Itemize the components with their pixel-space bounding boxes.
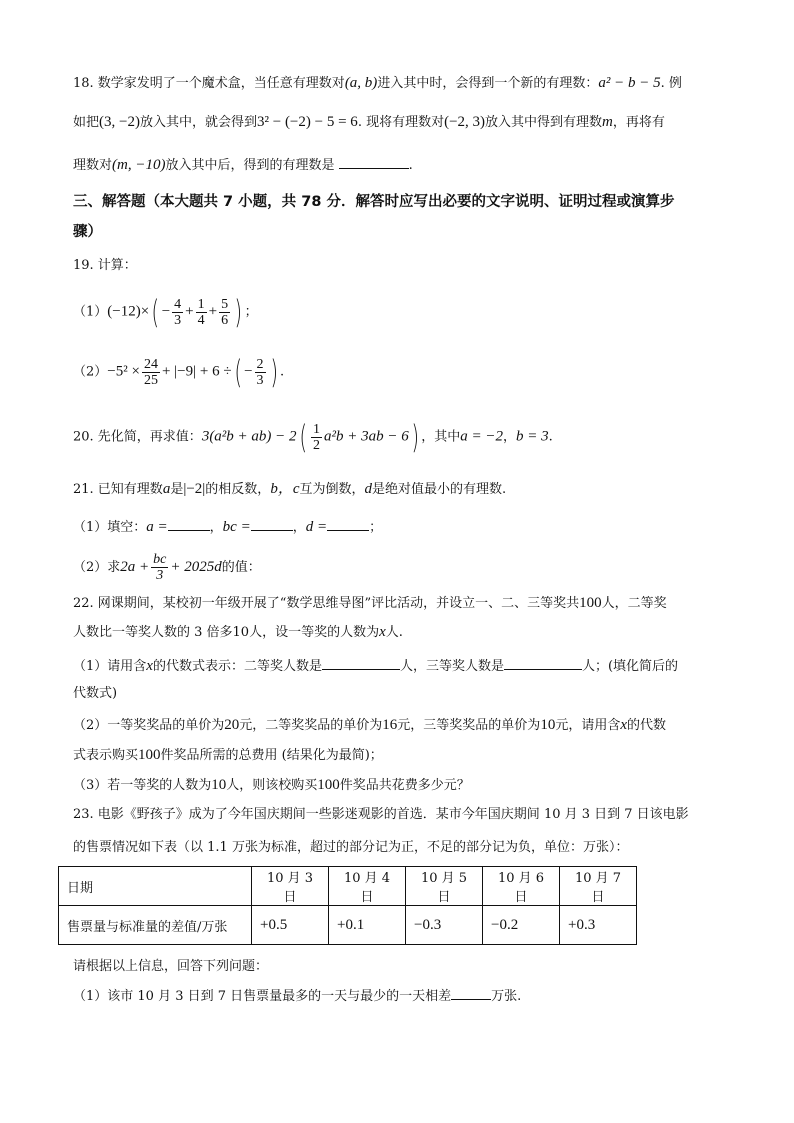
q22-var-x: x bbox=[620, 717, 627, 733]
q22-part-1-cont bbox=[73, 684, 723, 704]
q18-text: 放入其中后，得到的有理数是 bbox=[165, 158, 335, 173]
q22-text: 人，则该校购买 bbox=[226, 778, 318, 793]
q23-text: 的售票情况如下表（以 1.1 万张为标准，超过的部分记为正，不足的部分记为负，单位：万张）： bbox=[73, 840, 629, 855]
q22-text: （3）若一等奖的人数为 bbox=[73, 778, 212, 793]
q19-p2-label: （2） bbox=[73, 364, 108, 380]
q21-var-bc: b，c bbox=[270, 481, 300, 497]
numerator: 1 bbox=[313, 421, 321, 437]
q22-text: 22. 网课期间，某校初一年级开展了“数学思维导图”评比活动，并设立一、二、三等奖共 bbox=[73, 596, 580, 611]
q20-separator: ， bbox=[503, 429, 517, 445]
numerator: 1 bbox=[197, 296, 205, 312]
q18-text: 放入其中得到有理数 bbox=[485, 115, 603, 130]
q21-var-a: a bbox=[162, 481, 171, 497]
q21-p2-label: （2）求 bbox=[73, 560, 121, 575]
denominator: 3 bbox=[256, 372, 264, 388]
table-header-cell: 日期 bbox=[59, 867, 252, 906]
q23-line-2 bbox=[73, 838, 723, 858]
q22-part-1 bbox=[73, 656, 723, 677]
q23-answer-blank[interactable] bbox=[451, 986, 491, 1000]
q21-p2-expr: + 2025d bbox=[170, 559, 222, 575]
q21-part-1 bbox=[73, 517, 723, 538]
q18-text: . bbox=[408, 158, 413, 173]
q22-text: 的代数式表示：二等奖人数是 bbox=[152, 659, 322, 674]
q21-p1-d: d = bbox=[305, 519, 328, 535]
diff-cell: +0.1 bbox=[329, 906, 406, 945]
minus-sign: − bbox=[244, 363, 253, 380]
q19-p1-label: （1） bbox=[73, 304, 108, 320]
q18-expression: a² − b − 5 bbox=[598, 75, 661, 91]
q19-p2-fraction-2 bbox=[255, 357, 266, 388]
q22-text: 人；(填化简后的 bbox=[581, 659, 679, 674]
q22-text: 件奖品所需的总费用 (结果化为最简)； bbox=[160, 748, 383, 763]
denominator: 3 bbox=[174, 312, 182, 328]
q19-part-1: （1）(−12)×( − $\frac{4}{3}$ + $\frac{1}{4}$ + $\frac{5}{6}$ ) ； bbox=[73, 293, 258, 331]
q23-text: 23. 电影《野孩子》成为了今年国庆期间一些影迷观影的首选．某市今年国庆期间 10 月 3 日到 7 日该电影 bbox=[73, 807, 689, 822]
q22-first-count: 10 bbox=[211, 777, 227, 793]
table-row bbox=[59, 906, 637, 945]
q18-text: 如把 bbox=[73, 115, 100, 130]
q18-pair-example: (3, −2) bbox=[99, 114, 140, 130]
q19-p2-fraction-1 bbox=[142, 357, 160, 388]
q22-answer-blank-third[interactable] bbox=[504, 656, 582, 670]
q20-condition-a: a = −2 bbox=[460, 428, 504, 445]
q19-part-2: （2）−5² × $\frac{24}{25}$ + |−9| + 6 ÷( − $\frac{2}{3}$ ) . bbox=[73, 353, 285, 391]
date-cell: 10 月 7 日 bbox=[560, 867, 637, 906]
q22-total: 100 bbox=[317, 777, 340, 793]
diff-cell: −0.2 bbox=[483, 906, 560, 945]
q18-text: 18. 数学家发明了一个魔术盒，当任意有理数对 bbox=[73, 76, 345, 91]
q19-p2-expr: + |−9| + 6 ÷ bbox=[161, 363, 232, 380]
q21-p2-end: 的值： bbox=[221, 560, 261, 575]
q18-text: 放入其中，就会得到 bbox=[139, 115, 257, 130]
q21-p1-end: ； bbox=[369, 520, 383, 535]
q20-expr: 3(a²b + ab) − 2 bbox=[201, 428, 297, 445]
q22-price-1: 20 bbox=[224, 717, 240, 733]
plus-sign: + bbox=[185, 303, 194, 320]
date-cell: 10 月 4 日 bbox=[329, 867, 406, 906]
ticket-sales-table bbox=[58, 866, 637, 945]
q19-title-text: 19. 计算： bbox=[73, 258, 137, 273]
denominator: 25 bbox=[143, 372, 158, 388]
q19-p1-fraction-1 bbox=[172, 297, 183, 328]
q18-text: 进入其中时，会得到一个新的有理数： bbox=[377, 76, 599, 91]
diff-cell: +0.3 bbox=[560, 906, 637, 945]
q21-var-d: d bbox=[364, 481, 372, 497]
q22-text: 代数式) bbox=[73, 686, 118, 701]
q20-condition-b: b = 3 bbox=[516, 428, 549, 445]
q18-example-calc: 3² − (−2) − 5 = 6 bbox=[256, 114, 358, 130]
q19-p1-fraction-3 bbox=[219, 297, 230, 328]
q18-text: 理数对 bbox=[73, 158, 113, 173]
q21-text: 的相反数， bbox=[205, 482, 271, 497]
q20-text: ，其中 bbox=[421, 429, 461, 445]
q22-text: 元，二等奖奖品的单价为 bbox=[239, 718, 383, 733]
q21-p1-a: a = bbox=[146, 519, 168, 535]
q18-line-3 bbox=[73, 155, 723, 176]
q18-pair-ab: (a, b) bbox=[344, 75, 378, 91]
q22-part-2-cont bbox=[73, 745, 723, 766]
q19-p1-expr: (−12)× bbox=[107, 303, 150, 320]
q22-text: 人，二等奖 bbox=[601, 596, 667, 611]
q22-text: 式表示购买 bbox=[73, 748, 139, 763]
q21-p1-bc: bc = bbox=[222, 519, 251, 535]
q23-text: 万张. bbox=[491, 989, 522, 1004]
q22-text: 件奖品共花费多少元？ bbox=[339, 778, 470, 793]
numerator: bc bbox=[153, 552, 167, 567]
q23-text: （1）该市 10 月 3 日到 7 日售票量最多的一天与最少的一天相差 bbox=[73, 989, 452, 1004]
q18-line-2 bbox=[73, 112, 723, 133]
denominator: 6 bbox=[221, 312, 229, 328]
q20-end: . bbox=[548, 429, 553, 445]
q21-abs-value: |−2| bbox=[183, 481, 206, 497]
comma: ， bbox=[292, 520, 306, 535]
q22-text: 元，请用含 bbox=[555, 718, 621, 733]
q20-fraction-half bbox=[311, 422, 322, 453]
q22-answer-blank-second[interactable] bbox=[322, 656, 400, 670]
date-cell: 10 月 6 日 bbox=[483, 867, 560, 906]
q23-prompt bbox=[73, 957, 723, 977]
q19-p2-end: . bbox=[280, 364, 285, 380]
table-row bbox=[59, 867, 637, 906]
q21-text: 21. 已知有理数 bbox=[73, 482, 163, 497]
q22-line-2 bbox=[73, 622, 723, 643]
q20: 20. 先化简，再求值：3(a²b + ab) − 2( $\frac{1}{2}$ a²b + 3ab − 6) ，其中a = −2，b = 3. bbox=[73, 418, 553, 456]
q18-line-1 bbox=[73, 73, 723, 94]
q18-pair-m: (m, −10) bbox=[112, 157, 166, 173]
q19-p2-expr: −5² × bbox=[107, 363, 140, 380]
q22-text: 人. bbox=[385, 625, 403, 640]
numerator: 5 bbox=[221, 296, 229, 312]
q21-answer-blank-a[interactable] bbox=[168, 517, 210, 531]
q22-text: 的代数 bbox=[627, 718, 667, 733]
q19-title bbox=[73, 256, 723, 276]
minus-sign: − bbox=[161, 303, 171, 320]
section-heading-text: 三、解答题（本大题共 7 小题，共 78 分．解答时应写出必要的文字说明、证明过程或演算步 bbox=[73, 194, 675, 210]
q22-text: 人，三等奖人数是 bbox=[399, 659, 504, 674]
q21-stem bbox=[73, 479, 723, 500]
q22-var-x: x bbox=[379, 624, 386, 640]
q18-answer-blank[interactable] bbox=[339, 155, 409, 169]
q21-text: 是 bbox=[170, 482, 184, 497]
q21-p1-label: （1）填空： bbox=[73, 520, 147, 535]
denominator: 4 bbox=[197, 312, 205, 328]
q21-p2-expr: 2a + bbox=[120, 559, 150, 575]
q22-text: （2）一等奖奖品的单价为 bbox=[73, 718, 225, 733]
q21-answer-blank-bc[interactable] bbox=[251, 517, 293, 531]
q21-part-2 bbox=[73, 552, 723, 586]
q20-expr: a²b + 3ab − 6 bbox=[324, 428, 409, 445]
q22-text: （1）请用含 bbox=[73, 659, 147, 674]
q22-part-3 bbox=[73, 775, 723, 796]
q22-part-2 bbox=[73, 715, 723, 736]
numerator: 2 bbox=[256, 356, 264, 372]
q19-p1-end: ； bbox=[244, 304, 258, 320]
q20-text: 20. 先化简，再求值： bbox=[73, 429, 202, 445]
q21-answer-blank-d[interactable] bbox=[327, 517, 369, 531]
q18-text: ，再将有 bbox=[612, 115, 665, 130]
q18-text: . 例 bbox=[660, 76, 682, 91]
date-cell: 10 月 5 日 bbox=[406, 867, 483, 906]
denominator: 3 bbox=[156, 568, 164, 583]
section-heading-text: 骤） bbox=[73, 224, 102, 240]
q22-total: 100 bbox=[579, 595, 602, 611]
plus-sign: + bbox=[208, 303, 218, 320]
q22-var-x: x bbox=[146, 658, 153, 674]
q22-price-3: 10 bbox=[540, 717, 556, 733]
q23-line-1 bbox=[73, 805, 723, 825]
section-3-heading bbox=[73, 192, 723, 212]
q21-p2-fraction bbox=[151, 552, 168, 583]
q23-text: 请根据以上信息，回答下列问题： bbox=[73, 959, 269, 974]
denominator: 2 bbox=[313, 437, 321, 453]
q21-text: 是绝对值最小的有理数. bbox=[372, 482, 507, 497]
date-cell: 10 月 3 日 bbox=[252, 867, 329, 906]
numerator: 4 bbox=[174, 296, 182, 312]
q18-pair-given: (−2, 3) bbox=[444, 114, 486, 130]
diff-cell: +0.5 bbox=[252, 906, 329, 945]
q22-price-2: 16 bbox=[382, 717, 398, 733]
q22-line-1 bbox=[73, 593, 723, 614]
q22-text: 元，三等奖奖品的单价为 bbox=[397, 718, 541, 733]
section-3-heading-cont bbox=[73, 222, 723, 242]
q22-text: 人数比一等奖人数的 3 倍多10人，设一等奖的人数为 bbox=[73, 625, 380, 640]
diff-cell: −0.3 bbox=[406, 906, 483, 945]
q21-text: 互为倒数， bbox=[299, 482, 365, 497]
q19-p1-fraction-2 bbox=[196, 297, 207, 328]
q18-var-m: m bbox=[602, 114, 613, 130]
q23-part-1 bbox=[73, 986, 723, 1007]
numerator: 24 bbox=[143, 356, 158, 372]
table-header-cell: 售票量与标准量的差值/万张 bbox=[59, 906, 252, 945]
comma: ， bbox=[209, 520, 223, 535]
q18-text: . 现将有理数对 bbox=[357, 115, 445, 130]
q22-total: 100 bbox=[138, 747, 161, 763]
